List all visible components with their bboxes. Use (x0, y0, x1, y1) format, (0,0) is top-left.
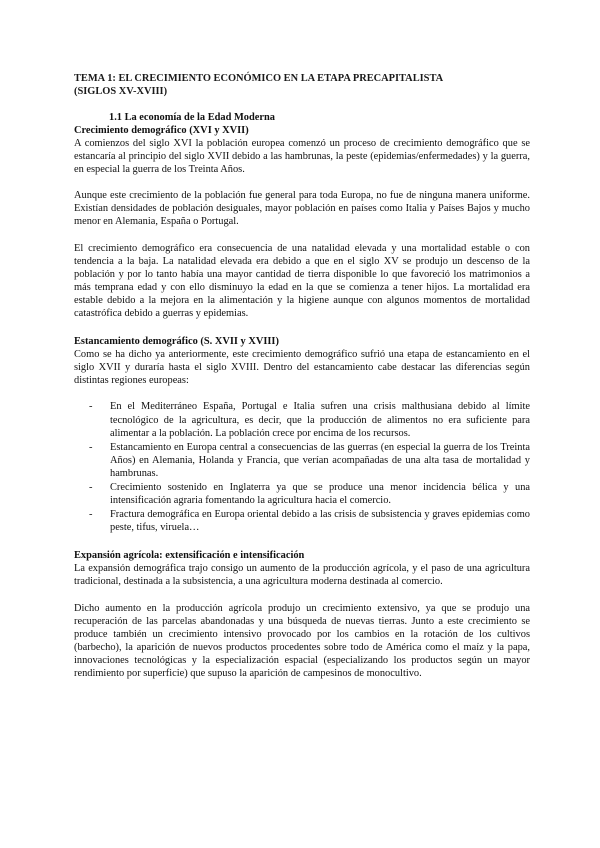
list-item-text: En el Mediterráneo España, Portugal e Italia sufren una crisis malthusiana debido al límite tecnológico de la agricultura, es decir, que la producción de alimentos no era suficiente para alimentar a la población. La población crece por encima de los recursos. (110, 401, 530, 439)
paragraph: Dicho aumento en la producción agrícola produjo un crecimiento extensivo, ya que se produjo una recuperación de las parcelas abandonadas y una búsqueda de nuevas tierras. Junto a este crecimiento se produce también un crecimiento intensivo provocado por los cambios en la rotación de los cultivos (barbecho), la aparición de nuevos productos procedentes sobre todo de América como el maíz y la papa, innovaciones tecnológicas y la especialización espacial (especializando los productos según un mayor rendimiento por superficie) que supuso la aparición de campesinos de monocultivo. (74, 602, 530, 679)
document-title (74, 72, 530, 98)
list-item-text: Estancamiento en Europa central a consecuencias de las guerras (en especial la guerra de los Treinta Años) en Alemania, Holanda y Francia, que verían acompañadas de una alta tasa de mortalidad y hambrunas. (110, 441, 530, 479)
list-item-text: Crecimiento sostenido en Inglaterra ya que se produce una menor incidencia bélica y una intensificación agraria fomentando la agricultura hacia el comercio. (110, 481, 530, 507)
bullet-marker: - (89, 401, 93, 413)
list-item (74, 508, 530, 534)
list-item-text: Fractura demográfica en Europa oriental debido a las crisis de subsistencia y graves epidemias como peste, tifus, viruela… (110, 509, 530, 534)
paragraph: La expansión demográfica trajo consigo un aumento de la producción agrícola, y el paso de una agricultura tradicional, destinada a la subsistencia, a una agricultura moderna destinada al comercio. (74, 563, 530, 588)
list-item (74, 481, 530, 507)
bullet-marker: - (89, 481, 93, 493)
paragraph: A comienzos del siglo XVI la población europea comenzó un proceso de crecimiento demográfico que se estancaría al principio del siglo XVII debido a las hambrunas, la peste (epidemias/enfermedades) y la guerra, en especial la guerra de los Treinta Años. (74, 138, 530, 176)
subsection-expansion (74, 549, 530, 680)
title-line-2: (SIGLOS XV-XVIII) (74, 86, 168, 97)
bullet-marker: - (89, 441, 93, 453)
subsection-heading: Crecimiento demográfico (XVI y XVII) (74, 125, 249, 136)
list-item (74, 400, 530, 439)
paragraph: Aunque este crecimiento de la población fue general para toda Europa, no fue de ninguna manera uniforme. Existían densidades de población desiguales, mayor población en países como Italia y Países Bajos y mucho menor en Alemania, España o Portugal. (74, 190, 530, 228)
bullet-marker: - (89, 509, 93, 521)
bullet-list (74, 400, 530, 534)
paragraph: El crecimiento demográfico era consecuencia de una natalidad elevada y una mortalidad estable o con tendencia a la baja. La natalidad elevada era debido a que en el siglo XV se produjo un descenso de la población y por lo tanto había una mayor cantidad de tierra disponible lo que favoreció los matrimonios a más temprana edad y con ello disminuyo la edad en la que se comienza a tener hijos. La mortalidad era estable debido a la mejora en la alimentación y la higiene aunque con algunos momentos de mortalidad catastrófica debido a guerras y epidemias. (74, 242, 530, 320)
subsection-crecimiento (74, 124, 530, 320)
section-heading: 1.1 La economía de la Edad Moderna (109, 112, 275, 123)
subsection-heading: Estancamiento demográfico (S. XVII y XVIII) (74, 336, 279, 348)
list-item (74, 441, 530, 480)
document-page (74, 72, 530, 680)
subsection-heading: Expansión agrícola: extensificación e intensificación (74, 550, 305, 562)
subsection-estancamiento (74, 335, 530, 534)
paragraph: Como se ha dicho ya anteriormente, este crecimiento demográfico sufrió una etapa de estancamiento en el siglo XVII y duraría hasta el siglo XVIII. Dentro del estancamiento cabe destacar las diferencias según distintas regiones europeas: (74, 349, 530, 387)
title-line-1: TEMA 1: EL CRECIMIENTO ECONÓMICO EN LA ETAPA PRECAPITALISTA (74, 73, 444, 84)
